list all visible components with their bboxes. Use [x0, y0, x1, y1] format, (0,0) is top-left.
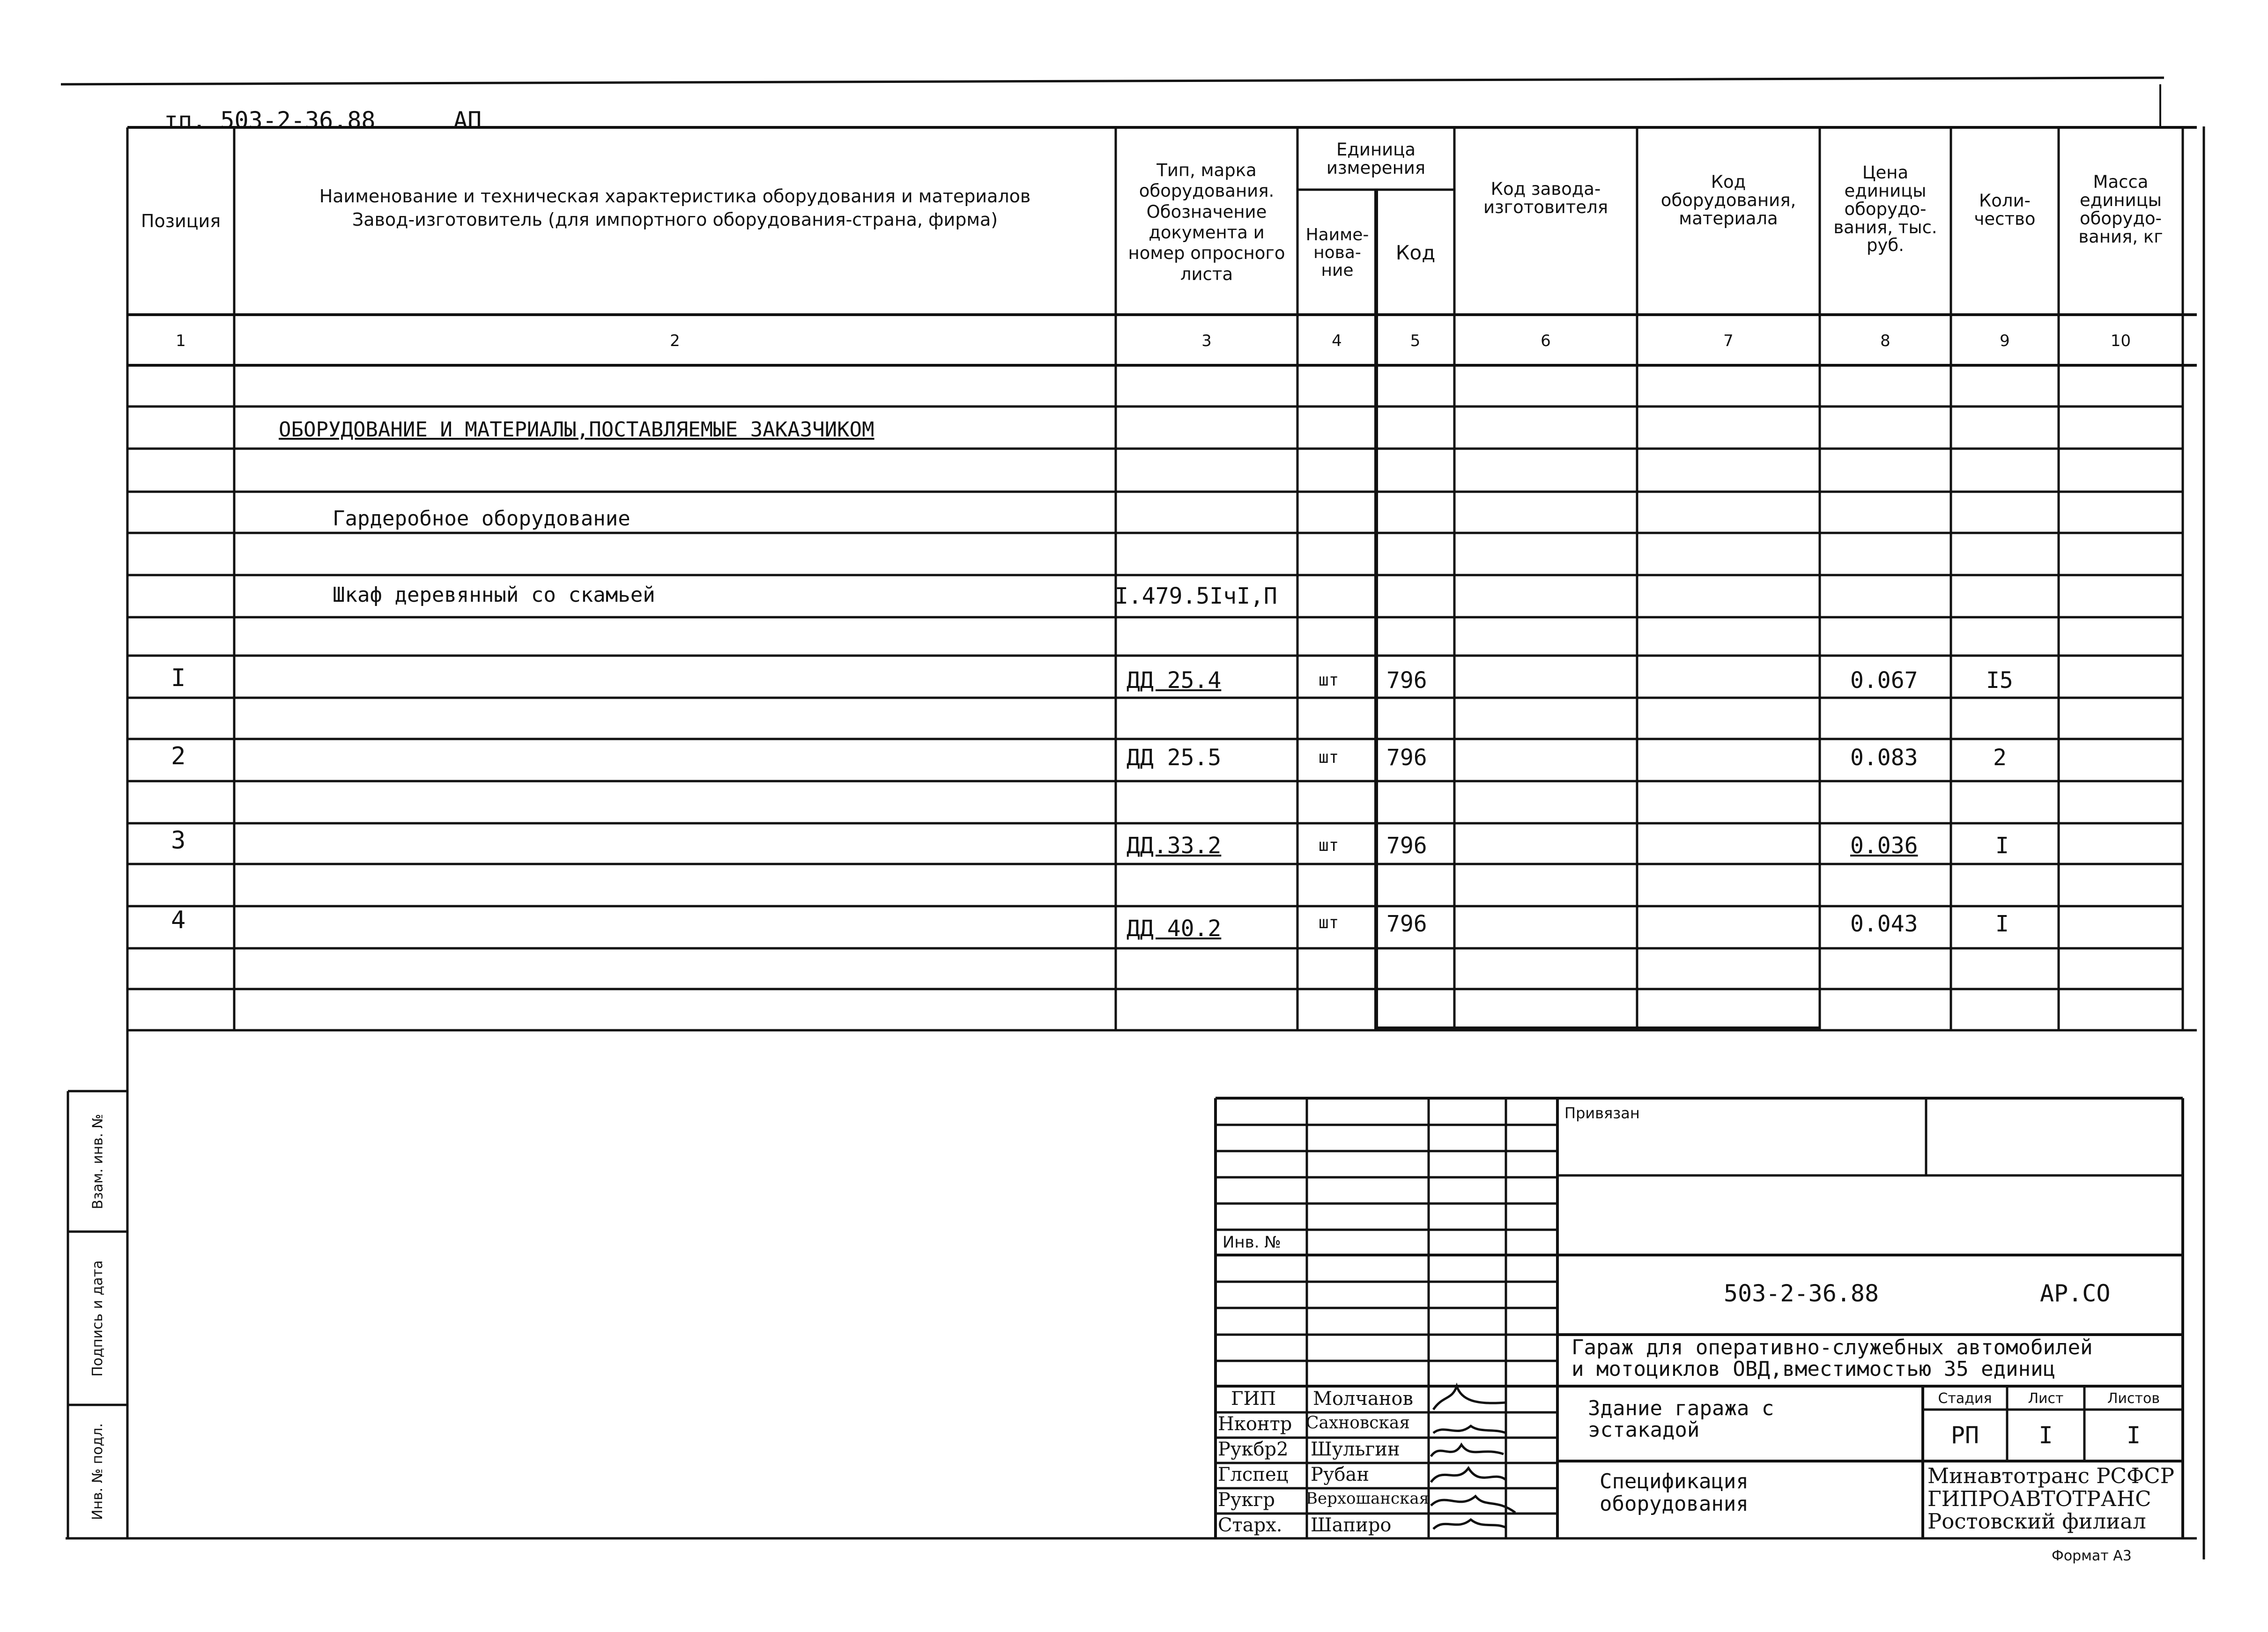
header-position: Позиция — [141, 210, 221, 231]
stamp-role: ГИП — [1231, 1388, 1276, 1410]
col-number-7: 7 — [1723, 331, 1734, 350]
stamp-spec-line2: оборудования — [1600, 1492, 1749, 1516]
row-2-unit: шт — [1319, 748, 1339, 767]
stamp-spec — [1600, 1470, 1749, 1516]
row-3-unit: шт — [1319, 836, 1339, 855]
section-title: ОБОРУДОВАНИЕ И МАТЕРИАЛЫ,ПОСТАВЛЯЕМЫЕ ЗАКАЗЧИКОМ — [279, 418, 875, 442]
item-doc: I.479.5IчI,П — [1115, 583, 1277, 609]
side-label-vzam: Взам. инв. № — [89, 1114, 106, 1209]
header-name-line1: Наименование и техническая характеристика оборудования и материалов — [319, 186, 1031, 207]
row-4-code: 796 — [1386, 911, 1427, 937]
row-4-unit: шт — [1319, 913, 1339, 932]
stamp-sheet-label: Лист — [2028, 1390, 2064, 1407]
stamp-person-name: Шульгин — [1311, 1439, 1400, 1460]
stamp-person-row — [1217, 1438, 1545, 1463]
stamp-role: Рукбр2 — [1218, 1439, 1289, 1460]
row-2-type: ДД 25.5 — [1127, 745, 1222, 771]
row-3-qty: I — [1995, 833, 2009, 859]
stamp-role: Рукгр — [1218, 1489, 1275, 1511]
stamp-doc-code: 503-2-36.88 — [1724, 1280, 1879, 1307]
row-1-qty: I5 — [1986, 667, 2013, 694]
header-type: Тип, марка оборудования. Обозначение документа и номер опросного листа — [1128, 160, 1285, 284]
stamp-project-title — [1571, 1337, 2093, 1380]
col-number-3: 3 — [1201, 331, 1212, 350]
row-1-code: 796 — [1386, 667, 1427, 694]
col-number-5: 5 — [1410, 331, 1421, 350]
header-unit-name: Наиме-нова-ние — [1305, 225, 1369, 280]
header-mass: Масса единицы оборудо-вания, кг — [2078, 172, 2163, 247]
stamp-person-row — [1217, 1514, 1545, 1539]
stamp-role: Старх. — [1218, 1514, 1282, 1536]
stamp-org-line2: ГИПРОАВТОТРАНС — [1927, 1486, 2151, 1511]
stamp-stage: РП — [1950, 1422, 1979, 1449]
header-name-line2: Завод-изготовитель (для импортного оборудования-страна, фирма) — [352, 209, 998, 230]
stamp-stage-label: Стадия — [1938, 1390, 1992, 1407]
stamp-sheets-label: Листов — [2107, 1390, 2160, 1407]
subsection-title: Гардеробное оборудование — [333, 507, 630, 531]
header-unit-code: Код — [1395, 241, 1436, 264]
stamp-building-line2: эстакадой — [1588, 1418, 1700, 1442]
top-section: АП — [453, 107, 482, 134]
stamp-role: Глспец — [1218, 1464, 1289, 1485]
stamp-person-row — [1217, 1412, 1545, 1438]
row-4-type: ДД 40.2 — [1127, 916, 1222, 942]
stamp-spec-line1: Спецификация — [1600, 1470, 1749, 1493]
header-name-block — [237, 187, 1113, 229]
stamp-privyazan: Привязан — [1564, 1104, 1640, 1122]
stamp-building-line1: Здание гаража с — [1588, 1396, 1774, 1420]
row-3-position: 3 — [171, 827, 186, 855]
stamp-person-name: Молчанов — [1313, 1388, 1414, 1410]
row-1-unit: шт — [1319, 671, 1339, 690]
stamp-person-name: Рубан — [1311, 1464, 1370, 1485]
stamp-person-row — [1217, 1488, 1545, 1514]
row-2-position: 2 — [171, 742, 186, 770]
header-price: Цена единицы оборудо-вания, тыс. руб. — [1833, 162, 1937, 256]
stamp-doc-mark: АР.СО — [2040, 1280, 2111, 1307]
row-1-position: I — [171, 664, 186, 692]
header-quantity: Коли-чество — [1974, 191, 2036, 229]
header-material-code: Код оборудования, материала — [1660, 172, 1796, 229]
stamp-org-line3: Ростовский филиал — [1927, 1509, 2146, 1534]
stamp-sheet: I — [2038, 1422, 2053, 1449]
col-number-10: 10 — [2110, 331, 2131, 350]
col-number-4: 4 — [1332, 331, 1342, 350]
stamp-project-line1: Гараж для оперативно-служебных автомобилей — [1571, 1336, 2093, 1359]
row-4-qty: I — [1995, 911, 2009, 937]
row-1-type: ДД 25.4 — [1127, 667, 1222, 694]
row-4-price: 0.043 — [1850, 911, 1918, 937]
stamp-person-name: Сахновская — [1306, 1413, 1410, 1433]
stamp-inv-no: Инв. № — [1223, 1233, 1281, 1252]
stamp-org-line1: Минавтотранс РСФСР — [1927, 1463, 2175, 1488]
item-title: Шкаф деревянный со скамьей — [333, 583, 655, 607]
top-code: тп. 503-2-36.88 — [164, 107, 376, 134]
stamp-person-row — [1217, 1387, 1545, 1412]
stamp-building — [1588, 1398, 1774, 1441]
stamp-person-row — [1217, 1463, 1545, 1488]
col-number-1: 1 — [176, 331, 186, 350]
row-4-position: 4 — [171, 906, 186, 934]
header-factory-code: Код завода-изготовителя — [1483, 179, 1608, 217]
row-2-code: 796 — [1386, 745, 1427, 771]
row-3-code: 796 — [1386, 833, 1427, 859]
row-2-price: 0.083 — [1850, 745, 1918, 771]
col-number-9: 9 — [2000, 331, 2010, 350]
stamp-project-line2: и мотоциклов ОВД,вместимостью 35 единиц — [1571, 1357, 2056, 1381]
stamp-sheets: I — [2126, 1422, 2141, 1449]
stamp-organization — [1927, 1465, 2174, 1533]
col-number-8: 8 — [1880, 331, 1890, 350]
row-3-price: 0.036 — [1850, 833, 1918, 859]
row-3-type: ДД.33.2 — [1127, 833, 1222, 859]
col-number-2: 2 — [670, 331, 680, 350]
row-1-price: 0.067 — [1850, 667, 1918, 694]
header-unit-group: Единица измерения — [1326, 140, 1426, 178]
stamp-person-name: Шапиро — [1311, 1514, 1392, 1536]
stamp-person-name: Верхошанская — [1306, 1489, 1430, 1508]
stamp-role: Нконтр — [1218, 1413, 1292, 1435]
format-label: Формат А3 — [2052, 1548, 2132, 1564]
col-number-6: 6 — [1541, 331, 1551, 350]
side-label-podpis: Подпись и дата — [89, 1260, 106, 1377]
row-2-qty: 2 — [1993, 745, 2007, 771]
side-label-inv: Инв. № подл. — [89, 1423, 106, 1520]
